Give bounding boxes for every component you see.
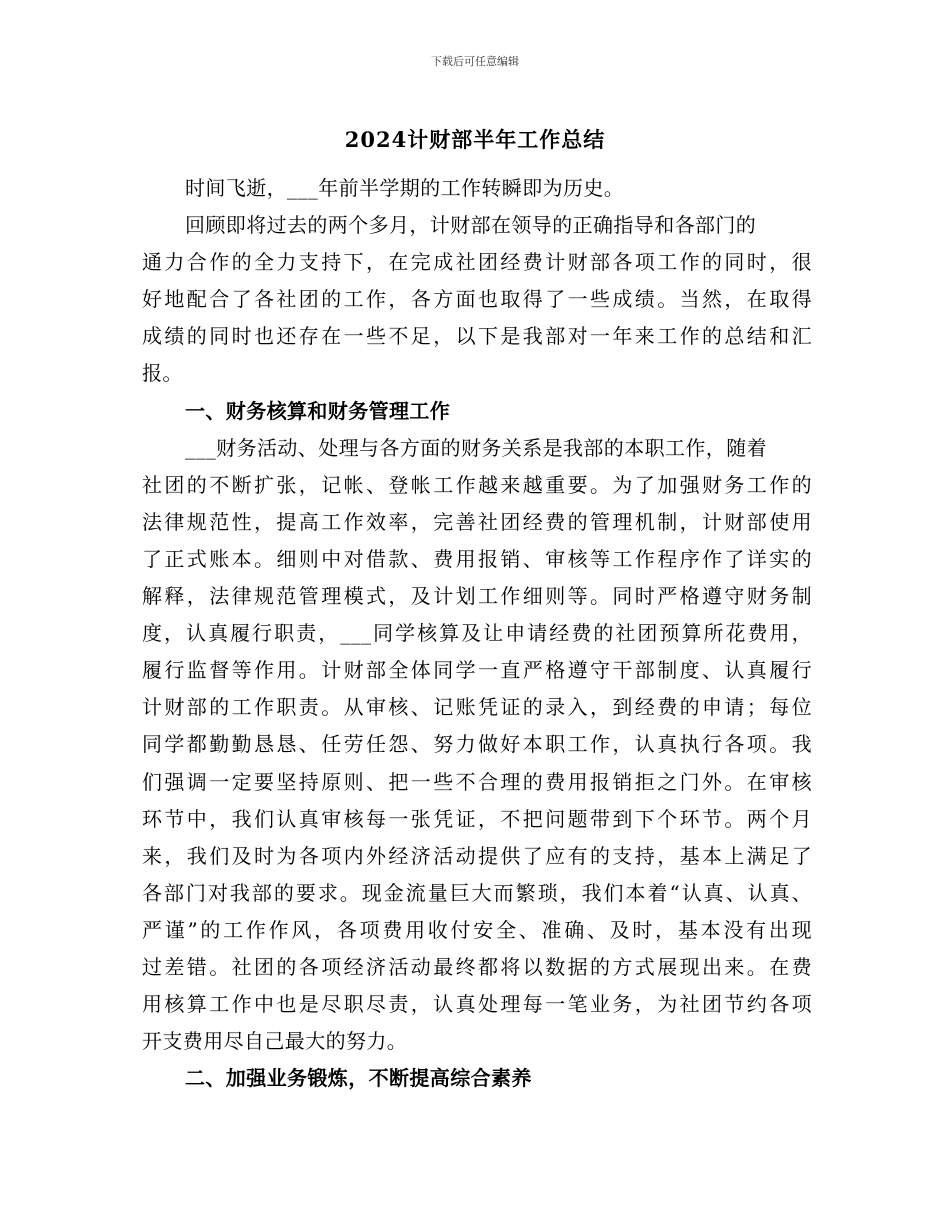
paragraph-line: 好地配合了各社团的工作，各方面也取得了一些成绩。当然，在取得 <box>142 287 812 312</box>
paragraph-line: 计财部的工作职责。从审核、记账凭证的录入，到经费的申请；每位 <box>142 695 812 720</box>
document-body <box>142 170 812 1097</box>
page-header-note: 下载后可任意编辑 <box>431 55 519 68</box>
paragraph-line: 各部门对我部的要求。现金流量巨大而繁琐，我们本着“认真、认真、 <box>142 880 812 905</box>
paragraph-line: 法律规范性，提高工作效率，完善社团经费的管理机制，计财部使用 <box>142 509 812 534</box>
paragraph-line: 同学都勤勤恳恳、任劳任怨、努力做好本职工作，认真执行各项。我 <box>142 732 812 757</box>
paragraph-line: 时间飞逝，___年前半学期的工作转瞬即为历史。 <box>185 176 625 200</box>
paragraph-line: 了正式账本。细则中对借款、费用报销、审核等工作程序作了详实的 <box>142 546 812 571</box>
paragraph-line: 履行监督等作用。计财部全体同学一直严格遵守干部制度、认真履行 <box>142 658 812 683</box>
paragraph-line: 开支费用尽自己最大的努力。 <box>142 1029 408 1054</box>
paragraph-line: 用核算工作中也是尽职尽责，认真处理每一笔业务，为社团节约各项 <box>142 992 812 1017</box>
section-heading: 一、财务核算和财务管理工作 <box>185 398 451 423</box>
paragraph-line: 过差错。社团的各项经济活动最终都将以数据的方式展现出来。在费 <box>142 954 812 979</box>
paragraph-line: 报。 <box>142 361 183 386</box>
paragraph-line: 成绩的同时也还存在一些不足，以下是我部对一年来工作的总结和汇 <box>142 324 812 349</box>
paragraph-line: ___财务活动、处理与各方面的财务关系是我部的本职工作，随着 <box>185 435 767 460</box>
paragraph-line: 环节中，我们认真审核每一张凭证，不把问题带到下个环节。两个月 <box>142 806 812 831</box>
paragraph-line: 社团的不断扩张，记帐、登帐工作越来越重要。为了加强财务工作的 <box>142 472 812 497</box>
paragraph-line: 来，我们及时为各项内外经济活动提供了应有的支持，基本上满足了 <box>142 843 812 868</box>
paragraph-line: 通力合作的全力支持下，在完成社团经费计财部各项工作的同时，很 <box>142 250 812 275</box>
section-heading: 二、加强业务锻炼，不断提高综合素养 <box>185 1066 532 1091</box>
paragraph-line: 解释，法律规范管理模式，及计划工作细则等。同时严格遵守财务制 <box>142 584 812 609</box>
paragraph-line: 度，认真履行职责，___同学核算及让申请经费的社团预算所花费用， <box>142 621 812 646</box>
paragraph-line: 回顾即将过去的两个多月，计财部在领导的正确指导和各部门的 <box>185 213 757 238</box>
document-title: 2024计财部半年工作总结 <box>344 127 606 152</box>
paragraph-line: 严谨”的工作作风，各项费用收付安全、准确、及时，基本没有出现 <box>142 917 812 942</box>
paragraph-line: 们强调一定要坚持原则、把一些不合理的费用报销拒之门外。在审核 <box>142 769 812 794</box>
